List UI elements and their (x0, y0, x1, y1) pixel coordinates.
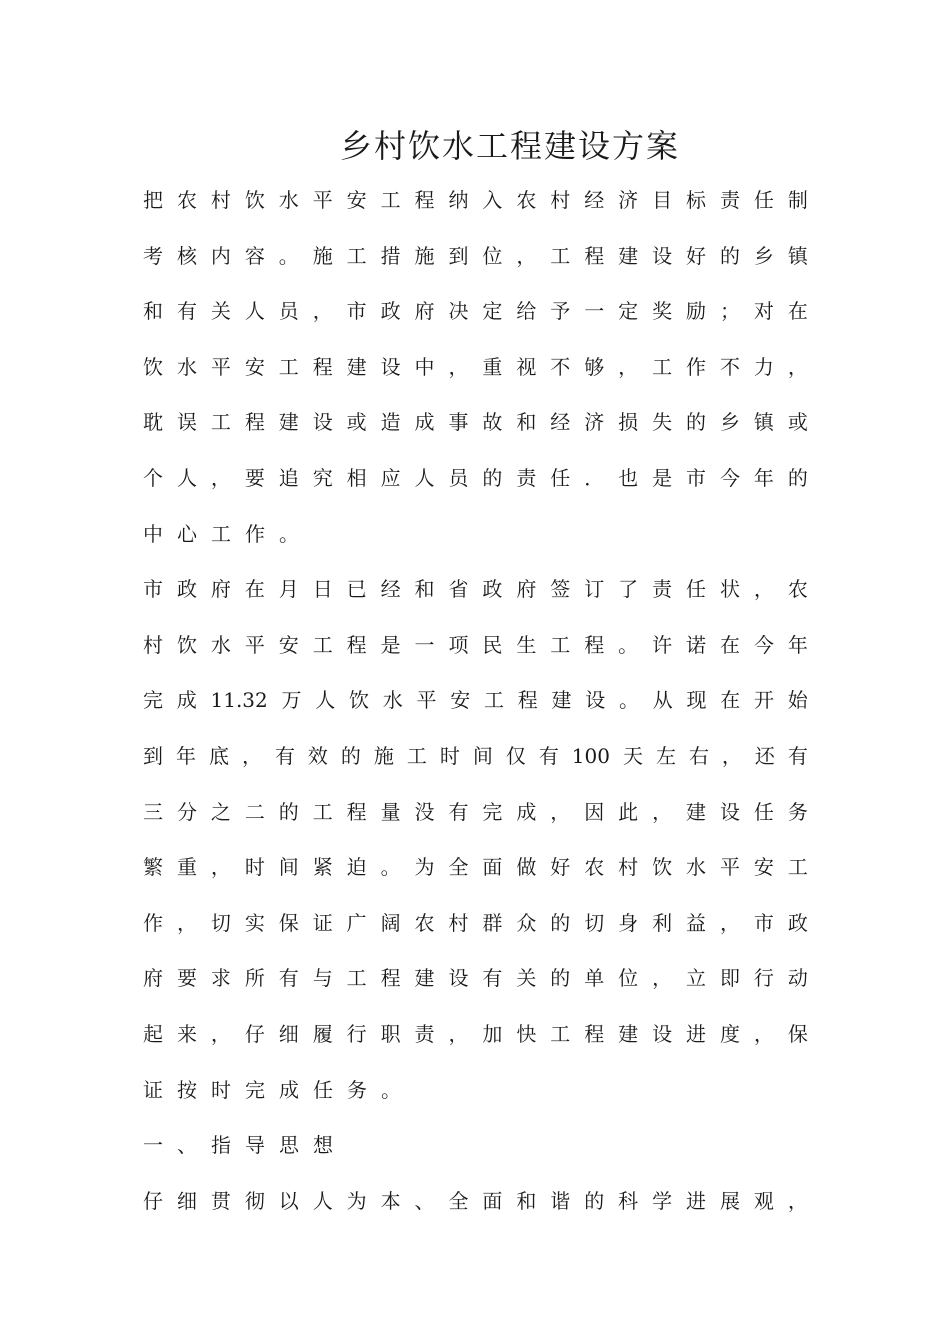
paragraph-line: 市 政 府 在 月 日 已 经 和 省 政 府 签 订 了 责 任 状 ， 农 (143, 577, 808, 602)
paragraph-line: 饮 水 平 安 工 程 建 设 中 ， 重 视 不 够 ， 工 作 不 力 ， (143, 354, 808, 379)
paragraph-line: 村 饮 水 平 安 工 程 是 一 项 民 生 工 程 。 许 诺 在 今 年 (143, 632, 808, 657)
paragraph-line: 三 分 之 二 的 工 程 量 没 有 完 成 ， 因 此 ， 建 设 任 务 (143, 799, 808, 824)
document-title: 乡村饮水工程建设方案 (339, 127, 680, 165)
paragraph-line: 一 、 指 导 思 想 (143, 1133, 333, 1158)
paragraph-line: 中 心 工 作 。 (143, 521, 299, 546)
paragraph-line: 把 农 村 饮 水 平 安 工 程 纳 入 农 村 经 济 目 标 责 任 制 (143, 188, 808, 212)
paragraph-line: 完 成 11.32 万 人 饮 水 平 安 工 程 建 设 。 从 现 在 开 始 (143, 688, 808, 713)
paragraph-line: 作 ， 切 实 保 证 广 阔 农 村 群 众 的 切 身 利 益 ， 市 政 (143, 910, 808, 935)
paragraph-line: 个 人 ， 要 追 究 相 应 人 员 的 责 任 ． 也 是 市 今 年 的 (143, 465, 808, 490)
paragraph-line: 府 要 求 所 有 与 工 程 建 设 有 关 的 单 位 ， 立 即 行 动 (143, 966, 808, 991)
paragraph-line: 繁 重 ， 时 间 紧 迫 。 为 全 面 做 好 农 村 饮 水 平 安 工 (143, 855, 808, 880)
paragraph-line: 起 来 ， 仔 细 履 行 职 责 ， 加 快 工 程 建 设 进 度 ， 保 (143, 1021, 808, 1046)
paragraph-line: 证 按 时 完 成 任 务 。 (143, 1077, 401, 1102)
paragraph-line: 考 核 内 容 。 施 工 措 施 到 位 ， 工 程 建 设 好 的 乡 镇 (143, 243, 808, 268)
document-body (143, 176, 808, 1232)
paragraph-line: 仔 细 贯 彻 以 人 为 本 、 全 面 和 谐 的 科 学 进 展 观 ， (143, 1188, 808, 1213)
paragraph-line: 到 年 底 ， 有 效 的 施 工 时 间 仅 有 100 天 左 右 ， 还 有 (143, 743, 808, 768)
paragraph-line: 耽 误 工 程 建 设 或 造 成 事 故 和 经 济 损 失 的 乡 镇 或 (143, 410, 808, 435)
paragraph-line: 和 有 关 人 员 ， 市 政 府 决 定 给 予 一 定 奖 励 ； 对 在 (143, 299, 808, 324)
